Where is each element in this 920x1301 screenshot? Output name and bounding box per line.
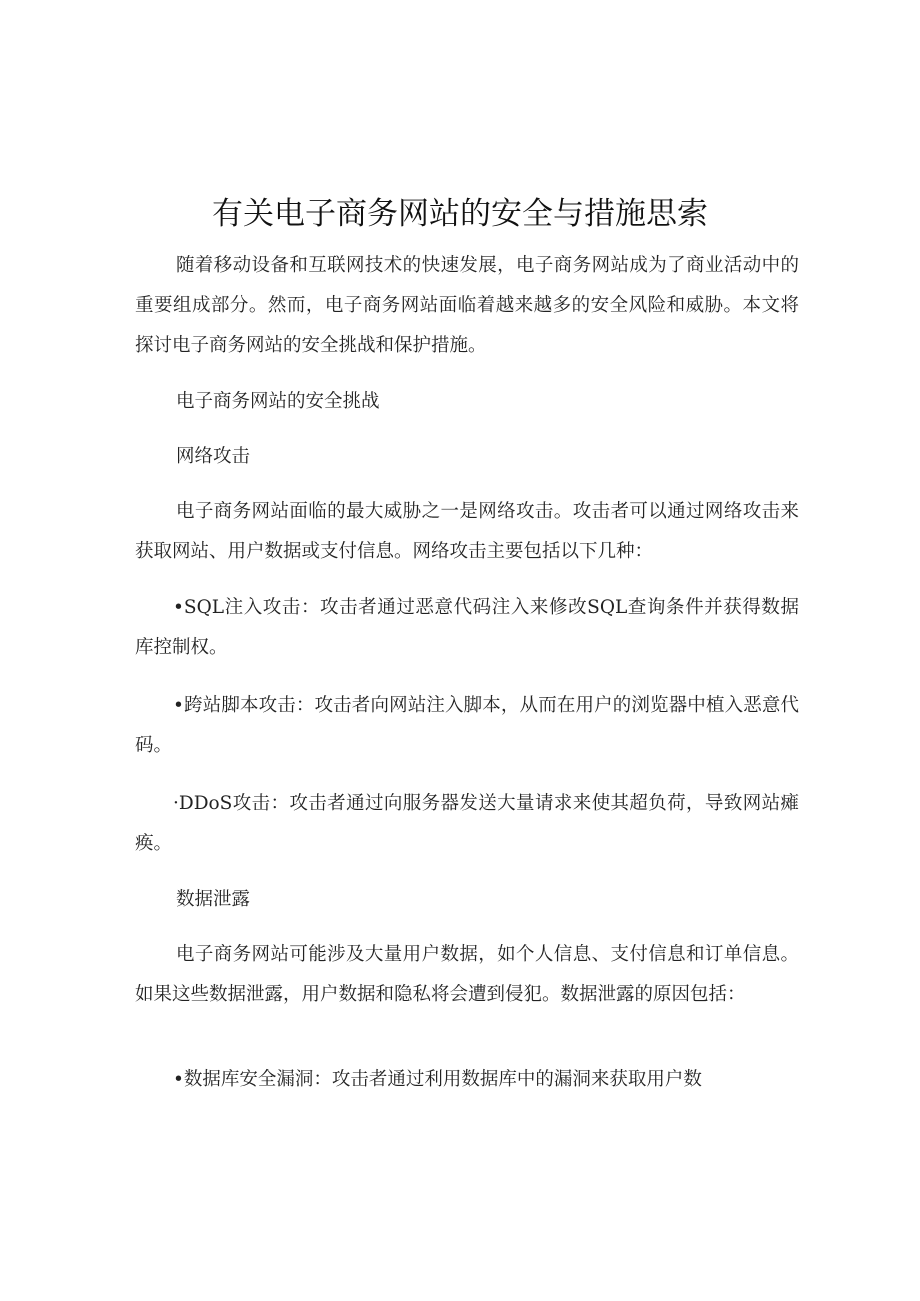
- bullet-ddos: ·DDoS攻击：攻击者通过向服务器发送大量请求来使其超负荷，导致网站瘫痪。: [135, 793, 799, 854]
- bullet-database-vulnerability: •数据库安全漏洞：攻击者通过利用数据库中的漏洞来获取用户数: [173, 1069, 702, 1090]
- document-title: 有关电子商务网站的安全与措施思索: [212, 196, 708, 232]
- intro-paragraph: 随着移动设备和互联网技术的快速发展，电子商务网站成为了商业活动中的重要组成部分。然而，电子商务网站面临着越来越多的安全风险和威胁。本文将探讨电子商务网站的安全挑战和保护措施。: [135, 255, 799, 356]
- subheading-data-leak: 数据泄露: [176, 889, 251, 910]
- section-heading: 电子商务网站的安全挑战: [176, 391, 380, 412]
- bullet-sql-injection: •SQL注入攻击：攻击者通过恶意代码注入来修改SQL查询条件并获得数据库控制权。: [135, 597, 799, 658]
- bullet-xss: •跨站脚本攻击：攻击者向网站注入脚本，从而在用户的浏览器中植入恶意代码。: [135, 695, 799, 756]
- subheading-network-attack: 网络攻击: [176, 446, 251, 467]
- network-attack-paragraph: 电子商务网站面临的最大威胁之一是网络攻击。攻击者可以通过网络攻击来获取网站、用户数据或支付信息。网络攻击主要包括以下几种：: [135, 501, 799, 562]
- data-leak-paragraph: 电子商务网站可能涉及大量用户数据，如个人信息、支付信息和订单信息。如果这些数据泄露，用户数据和隐私将会遭到侵犯。数据泄露的原因包括：: [135, 944, 799, 1005]
